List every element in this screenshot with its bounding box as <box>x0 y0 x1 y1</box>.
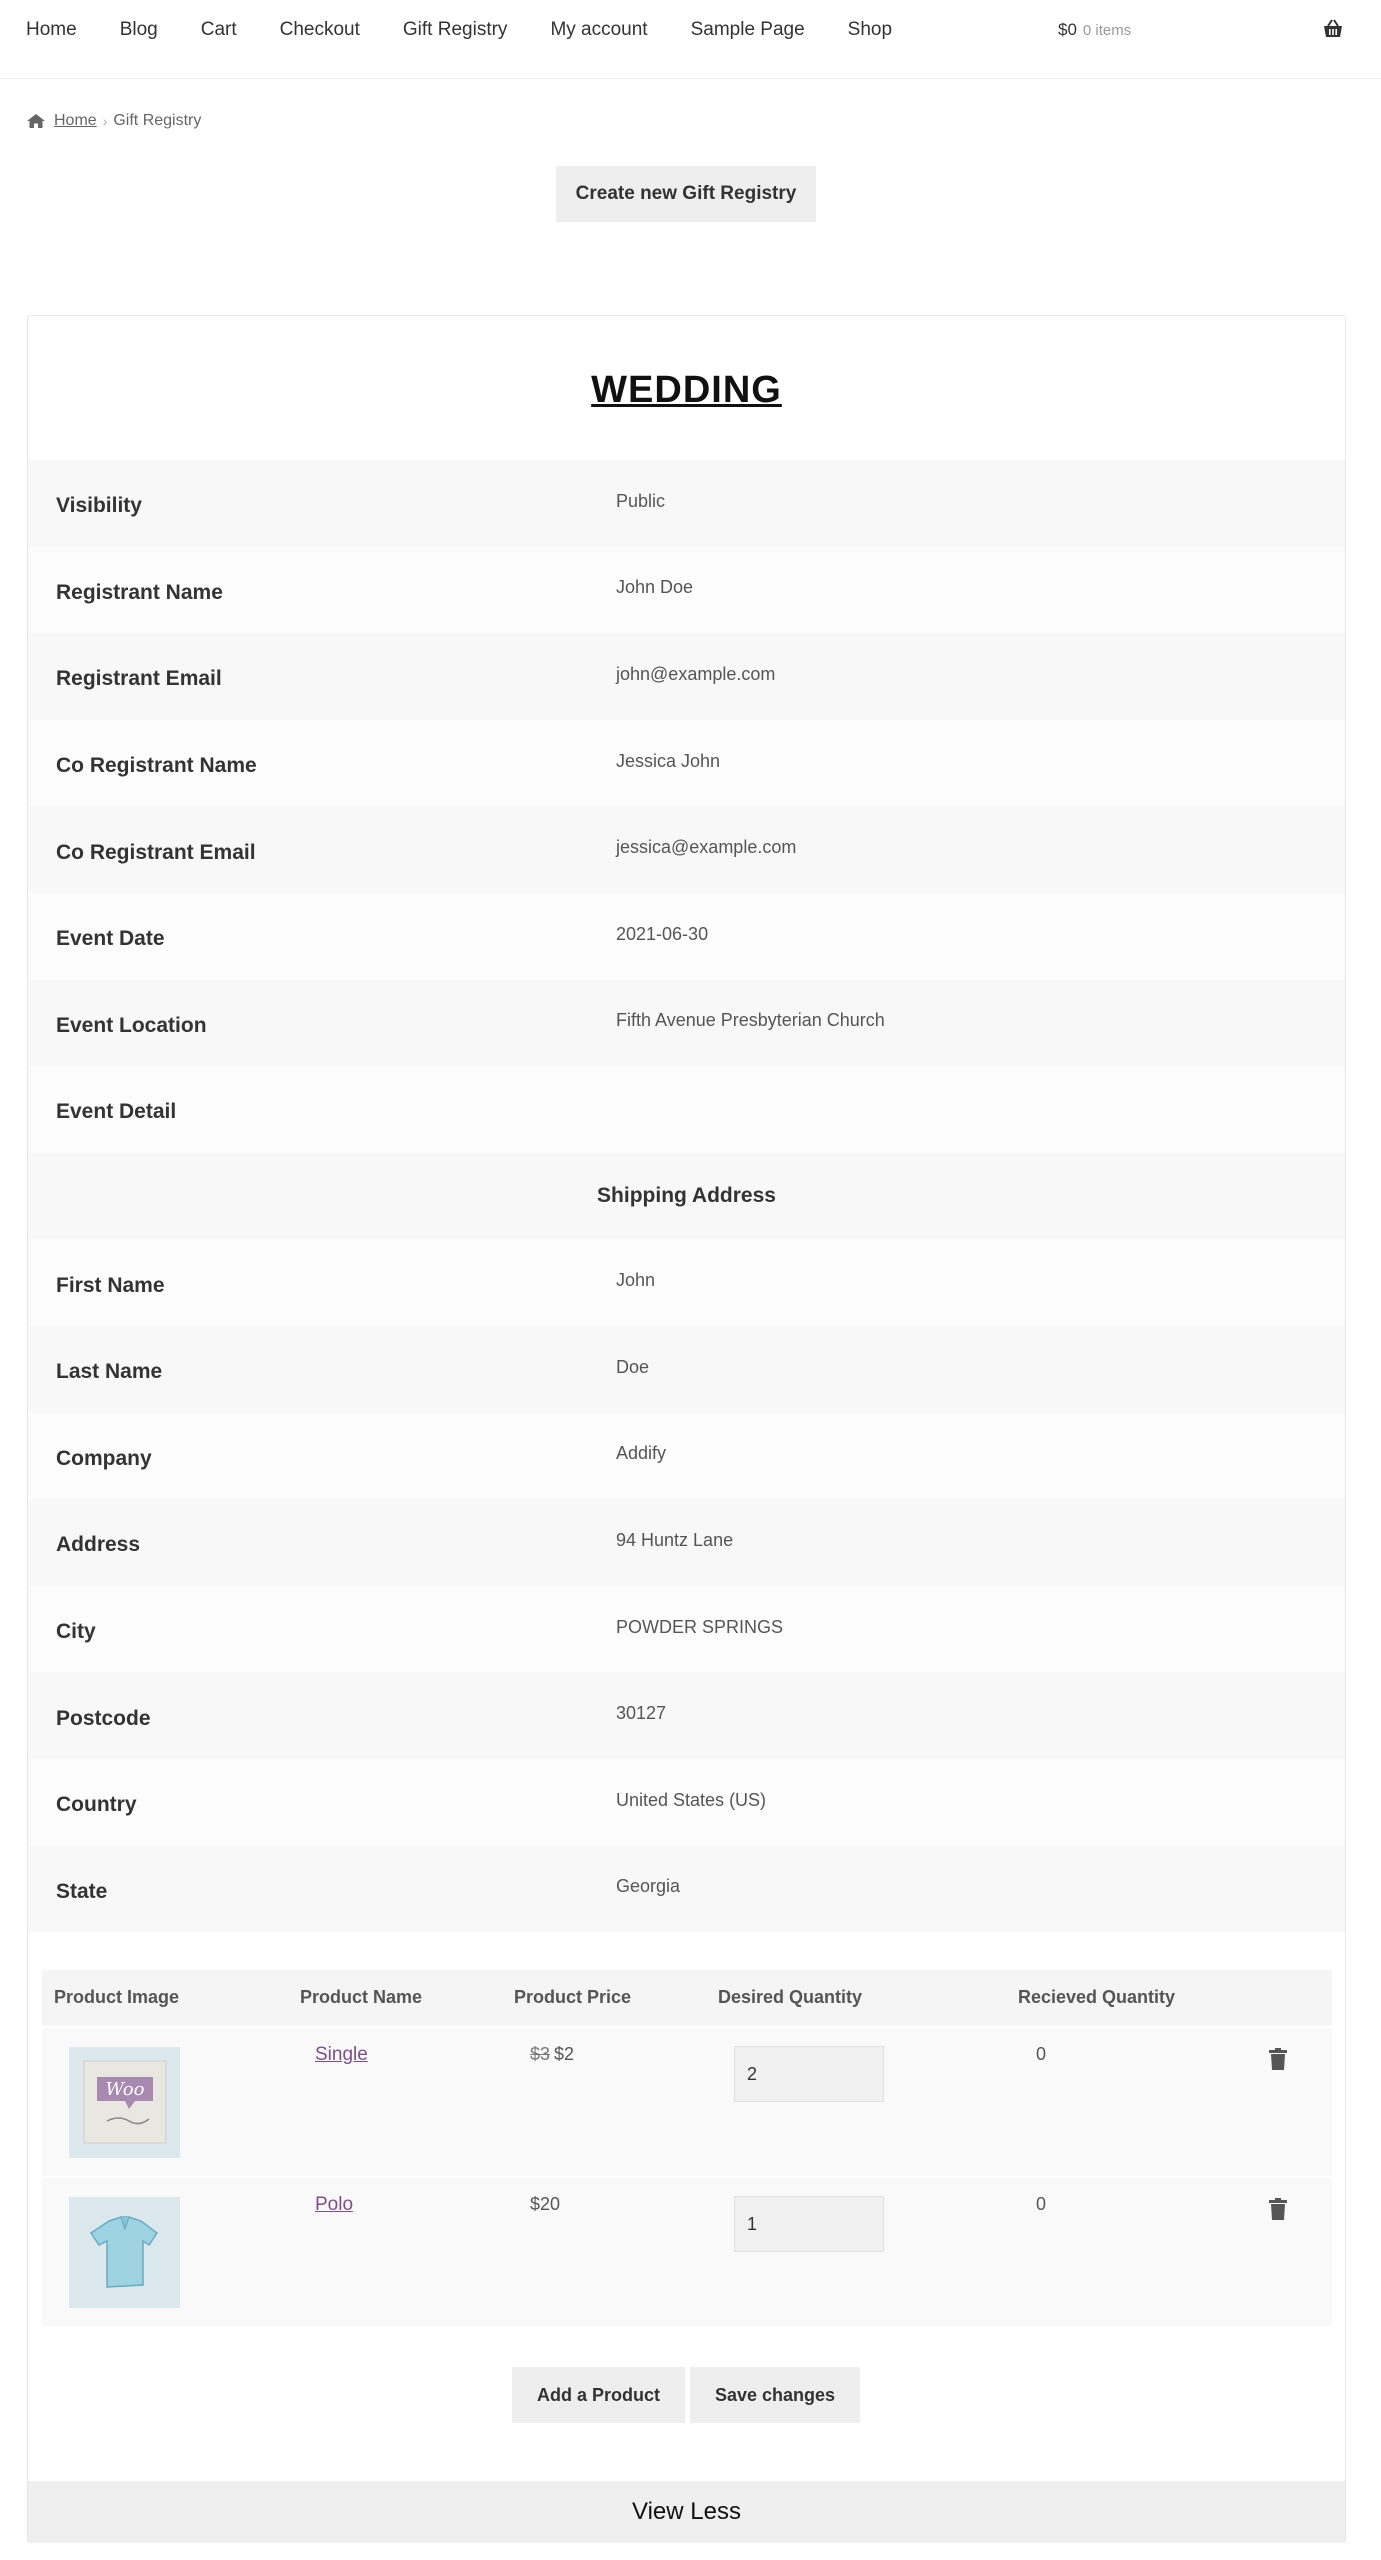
shipping-heading-row <box>28 1153 1345 1240</box>
product-price <box>530 2044 574 2065</box>
basket-icon[interactable] <box>1322 19 1344 39</box>
detail-value: John Doe <box>616 577 694 598</box>
shipping-value: Doe <box>616 1356 650 1377</box>
shipping-value: Georgia <box>616 1876 681 1897</box>
desired-quantity-input[interactable] <box>734 2196 884 2252</box>
nav-shop[interactable]: Shop <box>847 19 893 40</box>
shipping-row <box>28 1413 1345 1500</box>
shipping-row <box>28 1326 1345 1413</box>
shipping-row <box>28 1499 1345 1586</box>
shipping-label: First Name <box>56 1273 165 1297</box>
detail-value: Public <box>616 490 666 511</box>
detail-label: Co Registrant Email <box>56 840 256 864</box>
shipping-heading: Shipping Address <box>597 1184 776 1208</box>
product-sale-price: $2 <box>554 2044 575 2064</box>
breadcrumb <box>26 112 201 130</box>
detail-label: Visibility <box>56 494 142 518</box>
shipping-label: City <box>56 1620 96 1644</box>
detail-row <box>28 980 1345 1067</box>
header-desired-quantity: Desired Quantity <box>718 1987 863 2007</box>
save-changes-button[interactable]: Save changes <box>690 2367 860 2423</box>
shipping-value: POWDER SPRINGS <box>616 1616 784 1637</box>
detail-label: Registrant Email <box>56 667 222 691</box>
trash-icon[interactable] <box>1269 2048 1287 2070</box>
detail-label: Co Registrant Name <box>56 754 257 778</box>
registry-title: WEDDING <box>591 369 782 411</box>
shipping-label: Address <box>56 1533 141 1557</box>
detail-label: Event Detail <box>56 1100 177 1124</box>
top-navigation <box>0 0 1381 79</box>
cart-count: 0 items <box>1082 22 1132 39</box>
registry-card <box>27 315 1346 2543</box>
svg-text:Woo: Woo <box>105 2079 145 2100</box>
nav-sample-page[interactable]: Sample Page <box>690 19 805 40</box>
primary-menu <box>26 19 935 41</box>
product-price: $20 <box>530 2194 561 2214</box>
nav-cart[interactable]: Cart <box>200 19 237 40</box>
detail-row <box>28 547 1345 634</box>
registry-details <box>28 460 1345 1932</box>
breadcrumb-separator-icon: › <box>102 113 108 129</box>
shipping-label: Country <box>56 1793 137 1817</box>
detail-row <box>28 806 1345 893</box>
polo-shirt-image <box>69 2197 180 2308</box>
nav-blog[interactable]: Blog <box>119 19 158 40</box>
nav-checkout[interactable]: Checkout <box>279 19 360 40</box>
nav-home[interactable]: Home <box>26 19 77 40</box>
detail-label: Event Date <box>56 927 165 951</box>
shipping-value: Addify <box>616 1443 667 1464</box>
shipping-row <box>28 1239 1345 1326</box>
shipping-row <box>28 1586 1345 1673</box>
detail-value: 2021-06-30 <box>616 923 709 944</box>
table-row <box>42 2176 1332 2326</box>
product-old-price: $3 <box>530 2044 551 2064</box>
product-name-link[interactable]: Polo <box>315 2194 354 2215</box>
nav-my-account[interactable]: My account <box>550 19 648 40</box>
breadcrumb-current: Gift Registry <box>113 112 202 129</box>
shipping-row <box>28 1846 1345 1933</box>
detail-row <box>28 720 1345 807</box>
view-less-button[interactable]: View Less <box>28 2481 1345 2543</box>
received-quantity: 0 <box>1036 2044 1047 2064</box>
shipping-row <box>28 1759 1345 1846</box>
shipping-value: John <box>616 1270 656 1291</box>
products-table <box>42 1970 1332 2326</box>
detail-value: john@example.com <box>616 663 776 684</box>
header-product-name: Product Name <box>300 1987 423 2007</box>
detail-value: Jessica John <box>616 750 721 771</box>
registry-actions <box>512 2367 865 2423</box>
header-received-quantity: Recieved Quantity <box>1018 1987 1176 2007</box>
detail-label: Event Location <box>56 1013 207 1037</box>
create-gift-registry-button[interactable]: Create new Gift Registry <box>556 166 816 222</box>
shipping-label: State <box>56 1879 108 1903</box>
trash-icon[interactable] <box>1269 2198 1287 2220</box>
nav-gift-registry[interactable]: Gift Registry <box>402 19 508 40</box>
shipping-value: United States (US) <box>616 1789 767 1810</box>
table-row <box>42 2026 1332 2176</box>
woo-single-image <box>69 2047 180 2158</box>
header-product-image: Product Image <box>54 1987 180 2007</box>
shipping-label: Company <box>56 1446 152 1470</box>
shipping-value: 30127 <box>616 1703 667 1724</box>
detail-value: jessica@example.com <box>616 837 797 858</box>
shipping-value: 94 Huntz Lane <box>616 1529 734 1550</box>
detail-row <box>28 633 1345 720</box>
add-product-button[interactable]: Add a Product <box>512 2367 685 2423</box>
detail-row <box>28 460 1345 547</box>
desired-quantity-input[interactable] <box>734 2046 884 2102</box>
header-product-price: Product Price <box>514 1987 632 2007</box>
shipping-label: Last Name <box>56 1360 163 1384</box>
breadcrumb-home-link[interactable]: Home <box>54 112 97 129</box>
shipping-row <box>28 1672 1345 1759</box>
cart-total: $0 <box>1058 20 1077 39</box>
home-icon <box>26 113 46 129</box>
received-quantity: 0 <box>1036 2194 1047 2214</box>
detail-row <box>28 893 1345 980</box>
product-name-link[interactable]: Single <box>315 2044 368 2065</box>
detail-value: Fifth Avenue Presbyterian Church <box>616 1010 885 1031</box>
header-cart-link[interactable] <box>1058 20 1131 40</box>
products-table-header <box>42 1970 1332 2026</box>
detail-label: Registrant Name <box>56 580 223 604</box>
shipping-label: Postcode <box>56 1706 151 1730</box>
detail-row <box>28 1066 1345 1153</box>
